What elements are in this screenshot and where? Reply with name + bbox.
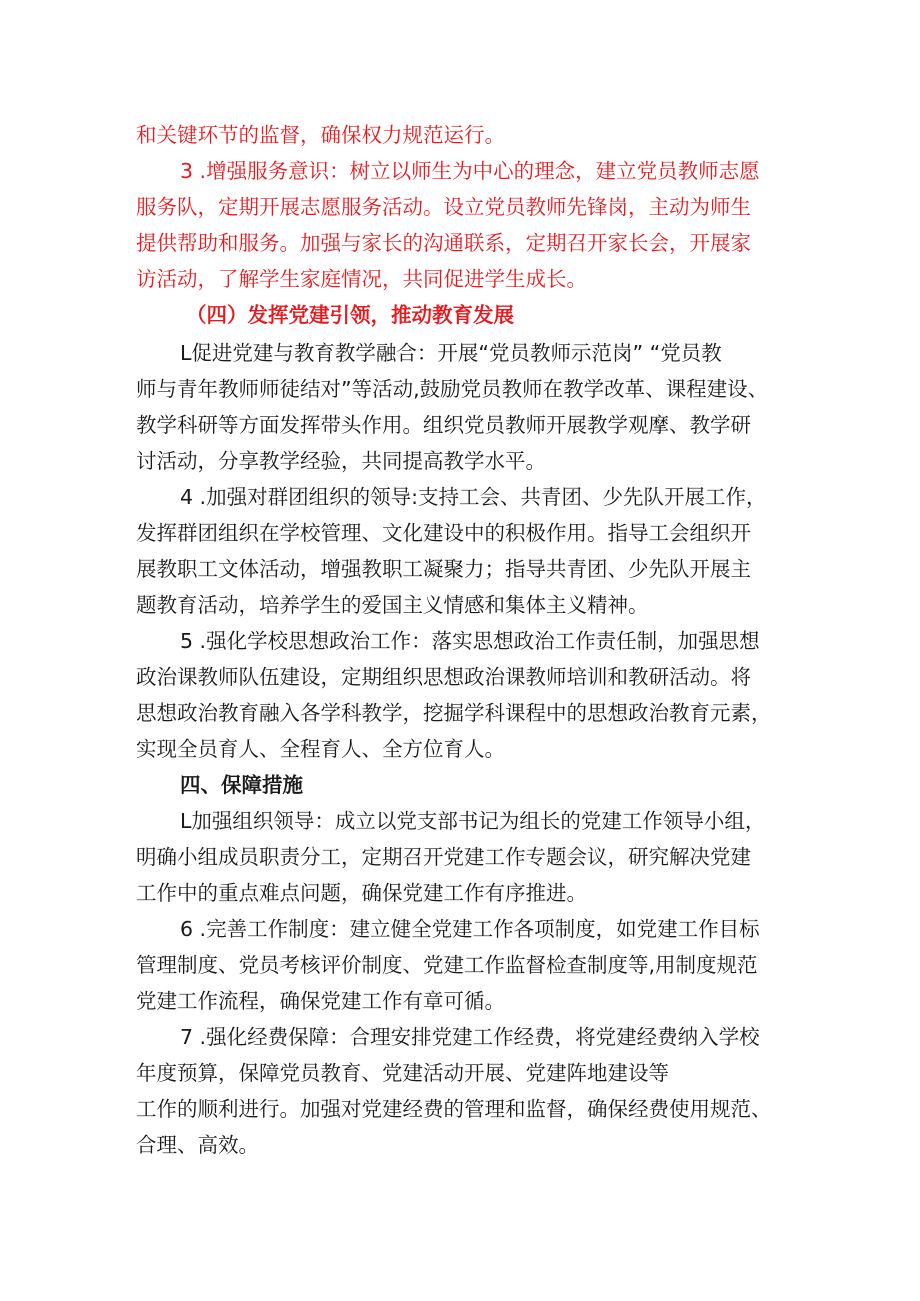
text-line: L加强组织领导：成立以党支部书记为组长的党建工作领导小组，	[180, 809, 766, 833]
text-line: 党建工作流程，确保党建工作有章可循。	[136, 989, 505, 1013]
text-line: 6 .完善工作制度：建立健全党建工作各项制度，如党建工作目标	[180, 917, 760, 941]
text-line: 3 .增强服务意识：树立以师生为中心的理念，建立党员教师志愿	[180, 159, 760, 183]
text-line: 政治课教师队伍建设，定期组织思想政治课教师培训和教研活动。将	[136, 665, 751, 689]
text-line: 题教育活动，培养学生的爱国主义情感和集体主义精神。	[136, 593, 649, 617]
section-heading: 四、保障措施	[180, 773, 303, 797]
text-line: 展教职工文体活动，增强教职工凝聚力；指导共青团、少先队开展主	[136, 557, 751, 581]
text-line: 服务队，定期开展志愿服务活动。设立党员教师先锋岗，主动为师生	[136, 195, 751, 219]
text-line: 发挥群团组织在学校管理、文化建设中的积极作用。指导工会组织开	[136, 521, 751, 545]
text-line: 年度预算，保障党员教育、党建活动开展、党建阵地建设等	[136, 1061, 669, 1085]
text-line: 提供帮助和服务。加强与家长的沟通联系，定期召开家长会，开展家	[136, 231, 751, 255]
text-line: 工作的顺利进行。加强对党建经费的管理和监督，确保经费使用规范、	[136, 1097, 772, 1121]
text-line: 7 .强化经费保障：合理安排党建工作经费，将党建经费纳入学校	[180, 1025, 760, 1049]
text-line: L促进党建与教育教学融合：开展“党员教师示范岗” “党员教	[180, 341, 722, 365]
text-line: 教学科研等方面发挥带头作用。组织党员教师开展教学观摩、教学研	[136, 413, 751, 437]
text-line: 工作中的重点难点问题，确保党建工作有序推进。	[136, 881, 587, 905]
text-line: 思想政治教育融入各学科教学，挖掘学科课程中的思想政治教育元素，	[136, 701, 772, 725]
text-line: 讨活动，分享教学经验，共同提高教学水平。	[136, 449, 546, 473]
text-line: 明确小组成员职责分工，定期召开党建工作专题会议，研究解决党建	[136, 845, 751, 869]
text-line: 实现全员育人、全程育人、全方位育人。	[136, 737, 505, 761]
text-line: 和关键环节的监督，确保权力规范运行。	[136, 123, 505, 147]
section-heading: （四）发挥党建引领，推动教育发展	[186, 303, 514, 327]
text-line: 管理制度、党员考核评价制度、党建工作监督检查制度等,用制度规范	[136, 953, 758, 977]
text-line: 访活动，了解学生家庭情况，共同促进学生成长。	[136, 267, 587, 291]
text-line: 合理、高效。	[136, 1133, 259, 1157]
text-line: 师与青年教师师徒结对”等活动,鼓励党员教师在教学改革、课程建设、	[136, 377, 769, 401]
text-line: 5 .强化学校思想政治工作：落实思想政治工作责任制，加强思想	[180, 629, 760, 653]
text-line: 4 .加强对群团组织的领导:支持工会、共青团、少先队开展工作，	[180, 485, 767, 509]
